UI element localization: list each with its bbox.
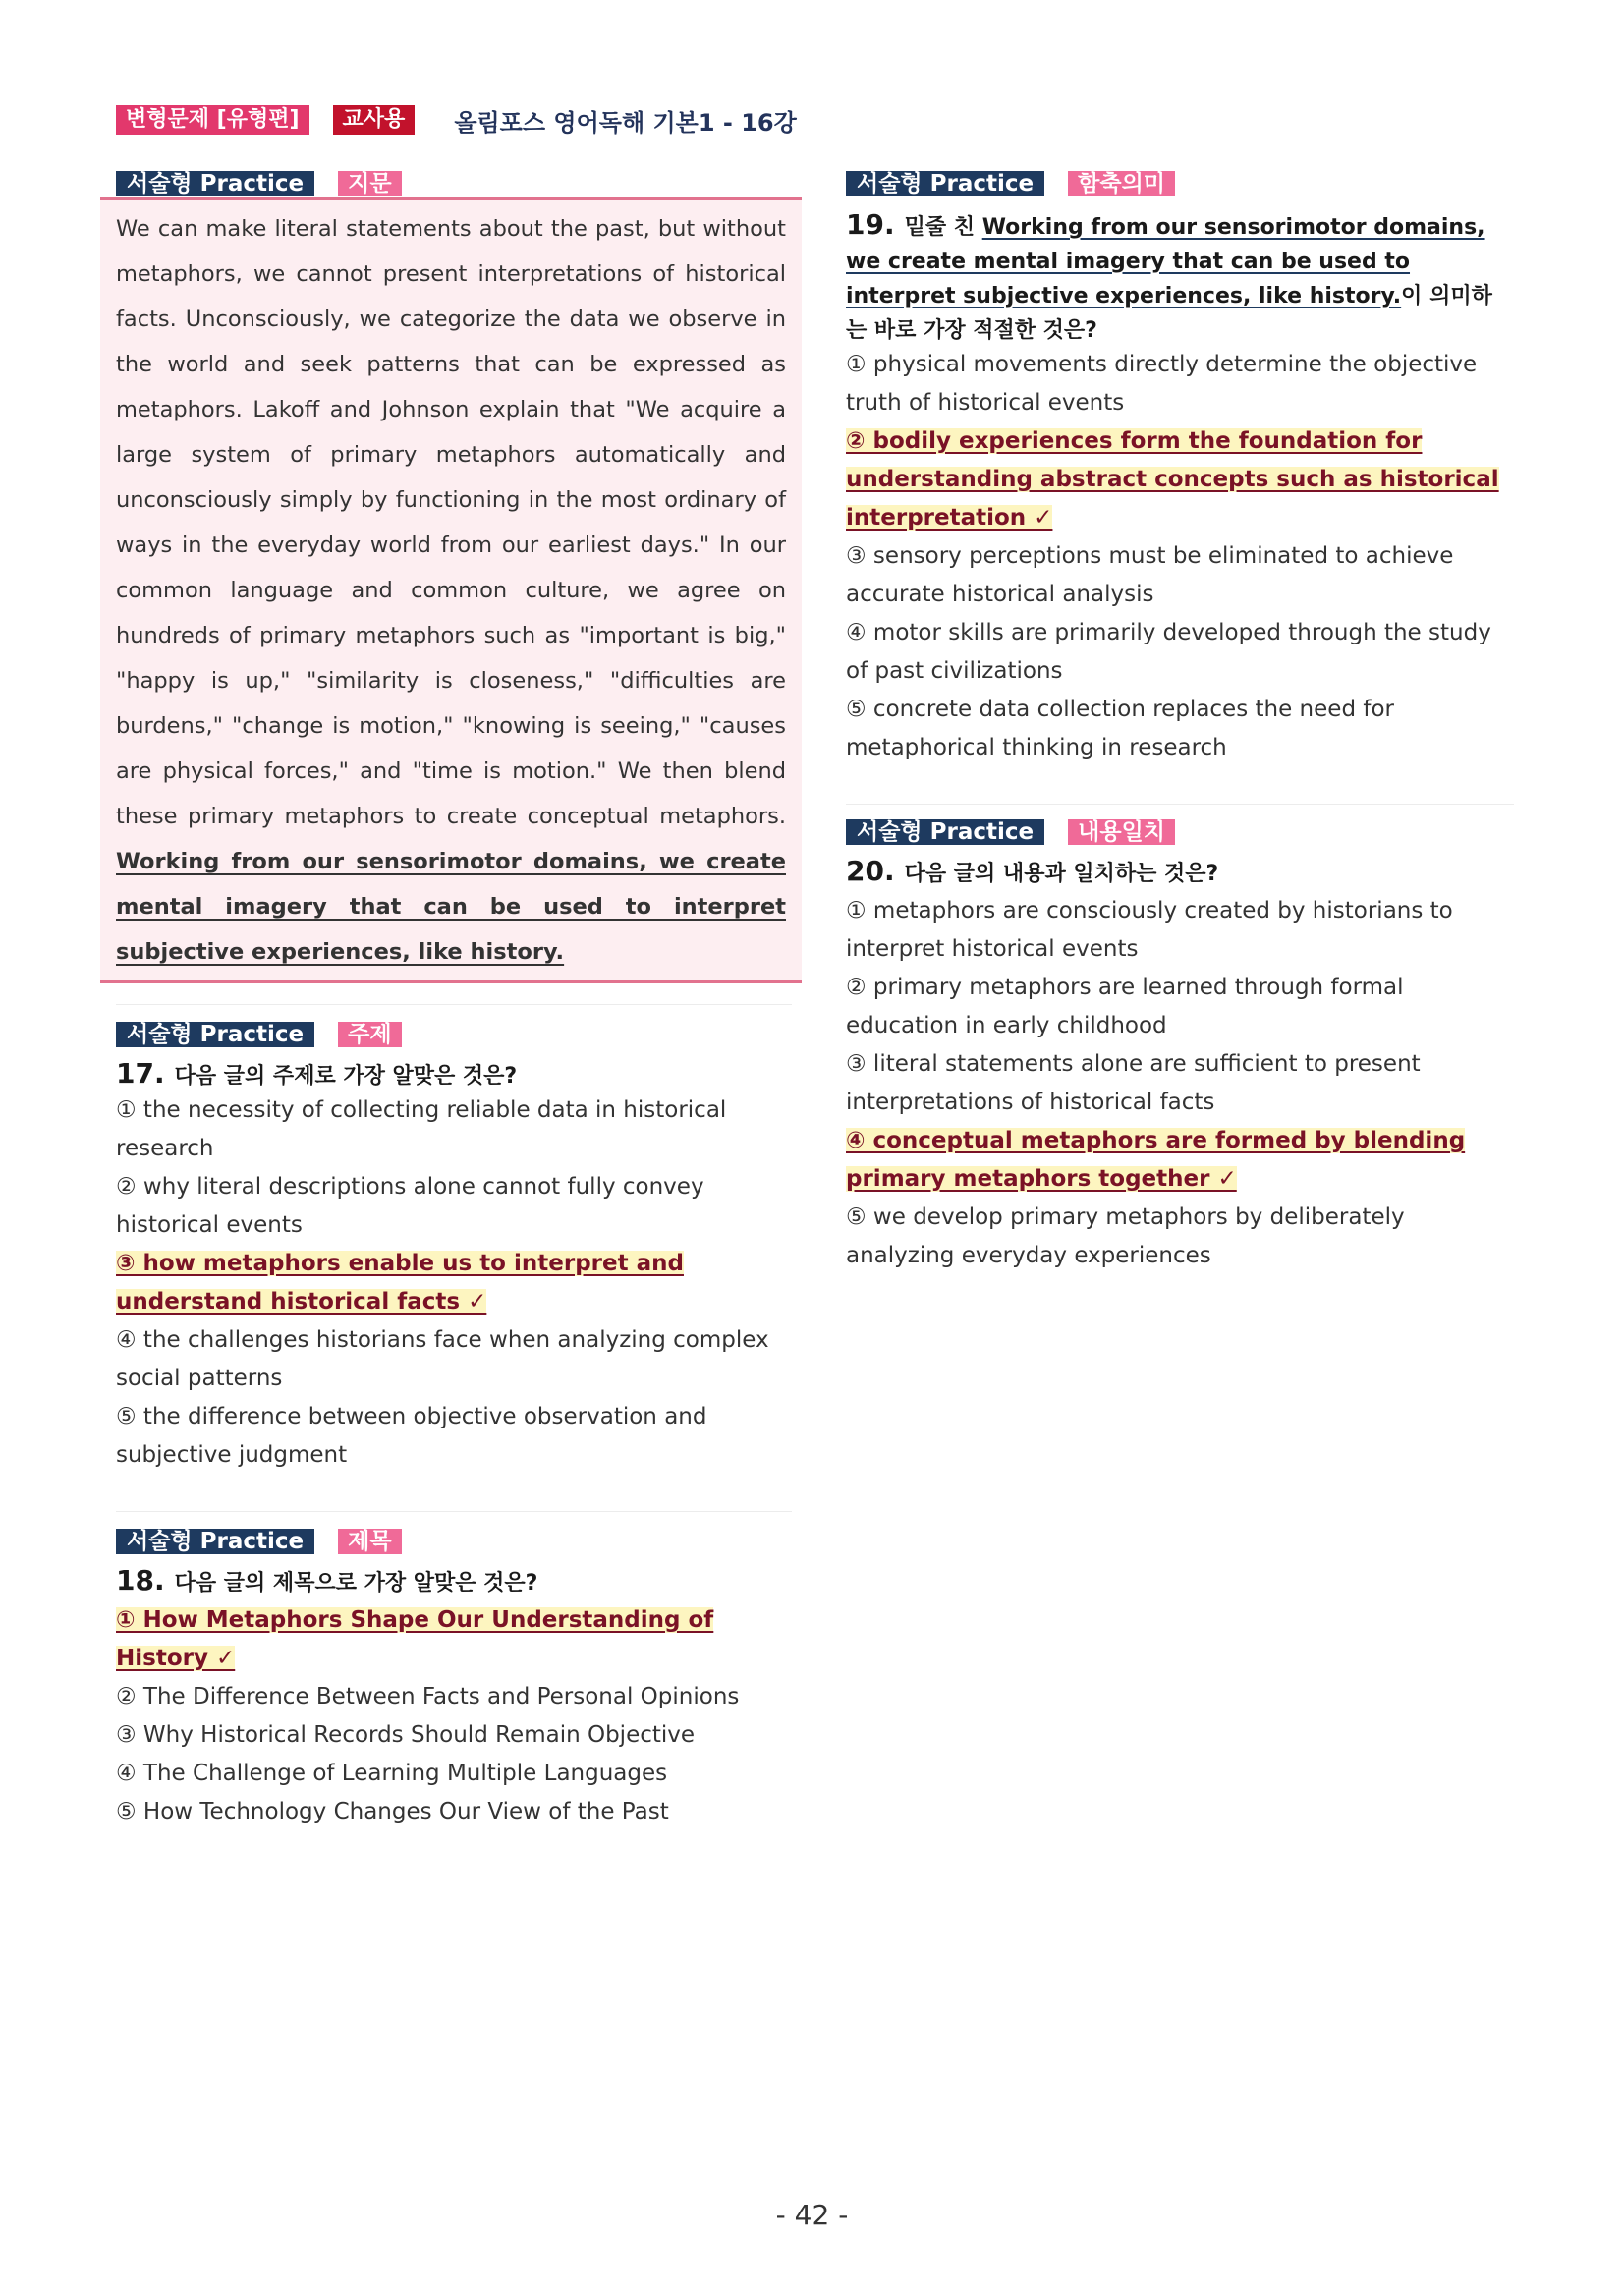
page-header <box>116 104 797 136</box>
divider <box>116 1004 792 1005</box>
q19-option-3[interactable]: ③ sensory perceptions must be eliminated to achieve accurate historical analysis <box>846 543 1454 607</box>
q18-options <box>116 1601 794 1831</box>
q19-question <box>846 207 1504 348</box>
q18-correct-answer: ① How Metaphors Shape Our Understanding of History ✓ <box>116 1607 714 1671</box>
q19-tags <box>846 171 1175 196</box>
q18-number: 18. <box>116 1564 165 1596</box>
q19-options <box>846 346 1514 767</box>
q17-question-text: 다음 글의 주제로 가장 알맞은 것은? <box>174 1064 518 1089</box>
practice-tag: 서술형 Practice <box>846 171 1044 196</box>
teacher-badge: 교사용 <box>333 105 416 135</box>
practice-tag: 서술형 Practice <box>846 819 1044 845</box>
passage-text <box>116 206 786 975</box>
q20-option-1[interactable]: ① metaphors are consciously created by historians to interpret historical events <box>846 898 1453 962</box>
divider <box>116 1511 792 1512</box>
q19-suffix: 이 의미하는 바로 가장 적절한 것은? <box>846 284 1492 343</box>
q19-prefix: 밑줄 친 <box>904 215 976 240</box>
q18-option-2[interactable]: ② The Difference Between Facts and Personal Opinions <box>116 1684 740 1709</box>
q19-option-5[interactable]: ⑤ concrete data collection replaces the need for metaphorical thinking in research <box>846 697 1394 760</box>
q20-question <box>846 855 1514 887</box>
q20-question-text: 다음 글의 내용과 일치하는 것은? <box>904 862 1219 886</box>
q18-type-tag: 제목 <box>338 1529 401 1554</box>
passage-body: We can make literal statements about the past, but without metaphors, we cannot present interpretations of historical facts. Unconsciously, we categorize the data we observe in the world and seek patterns that can be expressed as metaphors. Lakoff and Johnson explain that "We acquire a large system of primary metaphors automatically and unconsciously simply by functioning in the most ordinary of ways in the everyday world from our earliest days." In our common language and common culture, we agree on hundreds of primary metaphors such as "important is big," "happy is up," "similarity is closeness," "difficulties are burdens," "change is motion," "knowing is seeing," "causes are physical forces," and "time is motion." We then blend these primary metaphors to create conceptual metaphors. <box>116 216 786 829</box>
q17-option-5[interactable]: ⑤ the difference between objective observation and subjective judgment <box>116 1404 707 1468</box>
divider <box>846 804 1514 805</box>
q20-correct-answer: ④ conceptual metaphors are formed by blending primary metaphors together ✓ <box>846 1128 1466 1192</box>
page-title: 올림포스 영어독해 기본1 - 16강 <box>454 108 797 137</box>
q17-options <box>116 1092 794 1475</box>
q20-option-2[interactable]: ② primary metaphors are learned through formal education in early childhood <box>846 975 1404 1038</box>
q17-option-4[interactable]: ④ the challenges historians face when analyzing complex social patterns <box>116 1327 769 1391</box>
practice-tag: 서술형 Practice <box>116 171 314 196</box>
q19-option-2-correct[interactable] <box>846 422 1514 537</box>
q19-correct-answer: ② bodily experiences form the foundation for understanding abstract concepts such as historical interpretation ✓ <box>846 428 1499 531</box>
q17-number: 17. <box>116 1057 165 1090</box>
q19-type-tag: 함축의미 <box>1068 171 1175 196</box>
practice-tag: 서술형 Practice <box>116 1529 314 1554</box>
q19-option-4[interactable]: ④ motor skills are primarily developed through the study of past civilizations <box>846 620 1491 684</box>
q18-option-5[interactable]: ⑤ How Technology Changes Our View of the Past <box>116 1799 669 1824</box>
q17-question <box>116 1057 794 1090</box>
q18-option-1-correct[interactable] <box>116 1601 794 1678</box>
variant-badge: 변형문제 [유형편] <box>116 105 309 135</box>
q20-option-4-correct[interactable] <box>846 1122 1514 1199</box>
passage-tag: 지문 <box>338 171 401 196</box>
q20-number: 20. <box>846 855 895 887</box>
q17-option-2[interactable]: ② why literal descriptions alone cannot fully convey historical events <box>116 1174 704 1238</box>
q18-option-3[interactable]: ③ Why Historical Records Should Remain Objective <box>116 1722 696 1748</box>
q17-tags <box>116 1022 402 1047</box>
q20-options <box>846 892 1514 1275</box>
q20-option-3[interactable]: ③ literal statements alone are sufficient to present interpretations of historical facts <box>846 1051 1421 1115</box>
q18-tags <box>116 1529 402 1554</box>
q17-option-3-correct[interactable] <box>116 1245 794 1321</box>
q18-question-text: 다음 글의 제목으로 가장 알맞은 것은? <box>174 1571 538 1596</box>
q17-type-tag: 주제 <box>338 1022 401 1047</box>
passage-underlined-sentence: Working from our sensorimotor domains, we create mental imagery that can be used to interpret subjective experiences, like history. <box>116 849 786 965</box>
q18-question <box>116 1564 794 1596</box>
passage-tags <box>116 171 402 196</box>
q17-option-1[interactable]: ① the necessity of collecting reliable data in historical research <box>116 1097 727 1161</box>
q17-correct-answer: ③ how metaphors enable us to interpret and understand historical facts ✓ <box>116 1251 684 1315</box>
q19-option-1[interactable]: ① physical movements directly determine the objective truth of historical events <box>846 352 1478 416</box>
q19-underlined-sentence: Working from our sensorimotor domains, we create mental imagery that can be used to interpret subjective experiences, like history. <box>846 215 1485 308</box>
q20-type-tag: 내용일치 <box>1068 819 1175 845</box>
q18-option-4[interactable]: ④ The Challenge of Learning Multiple Languages <box>116 1761 668 1786</box>
page-number: - 42 - <box>775 2199 849 2231</box>
q19-number: 19. <box>846 208 895 241</box>
q20-option-5[interactable]: ⑤ we develop primary metaphors by deliberately analyzing everyday experiences <box>846 1204 1405 1268</box>
practice-tag: 서술형 Practice <box>116 1022 314 1047</box>
q20-tags <box>846 819 1175 845</box>
